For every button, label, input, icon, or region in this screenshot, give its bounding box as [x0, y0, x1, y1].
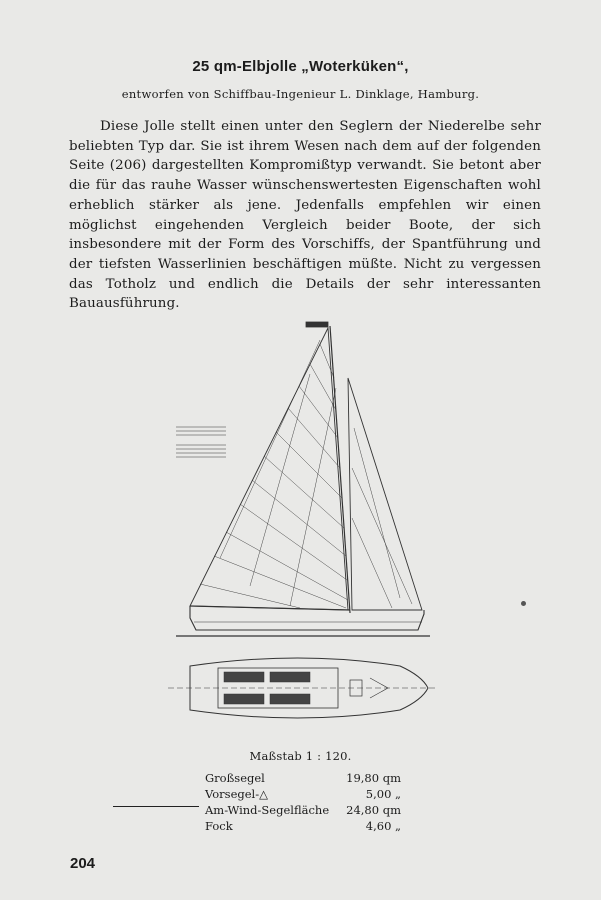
body-paragraph: Diese Jolle stellt einen unter den Seglern der Niederelbe sehr beliebten Typ dar. Sie ist ihrem Wesen nach dem auf der folgenden Seite (206) dargestellten Kompromißtyp verwandt. Sie betont aber die für das rauhe Wasser wünschenswertesten Eigenschaften wohl erheblich stärker als jene. Jedenfalls empfehlen wir einen möglichst eingehenden Vergleich beider Boote, der sich insbesondere mit der Form des Vorschiffs, der Spantführung und der tiefsten Wasserlinien beschäftigen müßte. Nicht zu vergessen das Totholz und endlich die Details der sehr interessanten Bauausführung. [69, 119, 541, 312]
spec-label: Vorsegel-△ [205, 787, 268, 801]
spec-value: 4,60 „ [365, 819, 401, 833]
mainsail [190, 328, 348, 610]
spec-label: Am-Wind-Segelfläche [205, 803, 330, 817]
page-subtitle: entworfen von Schiffbau-Ingenieur L. Dinklage, Hamburg. [121, 87, 480, 101]
spec-value: 24,80 qm [346, 803, 401, 817]
page-number: 204 [70, 855, 96, 872]
spec-row [205, 802, 405, 818]
sum-rule [113, 806, 199, 807]
spec-value: 5,00 „ [365, 787, 401, 801]
spec-row [205, 818, 405, 834]
mast-flag [306, 322, 328, 327]
scale-caption: Maßstab 1 : 120. [249, 749, 352, 763]
spec-row [205, 770, 405, 786]
paper-speck [521, 601, 526, 606]
page-title: 25 qm-Elbjolle „Woterküken“, [192, 58, 409, 75]
spec-label: Fock [205, 819, 233, 833]
boom [190, 606, 350, 610]
sail-area-table [205, 770, 405, 834]
jib [348, 378, 422, 610]
sailboat-drawing [160, 318, 440, 733]
spec-value: 19,80 qm [346, 771, 401, 785]
spec-label: Großsegel [205, 771, 265, 785]
spec-row [205, 786, 405, 802]
drawing-legend-table [176, 427, 226, 457]
